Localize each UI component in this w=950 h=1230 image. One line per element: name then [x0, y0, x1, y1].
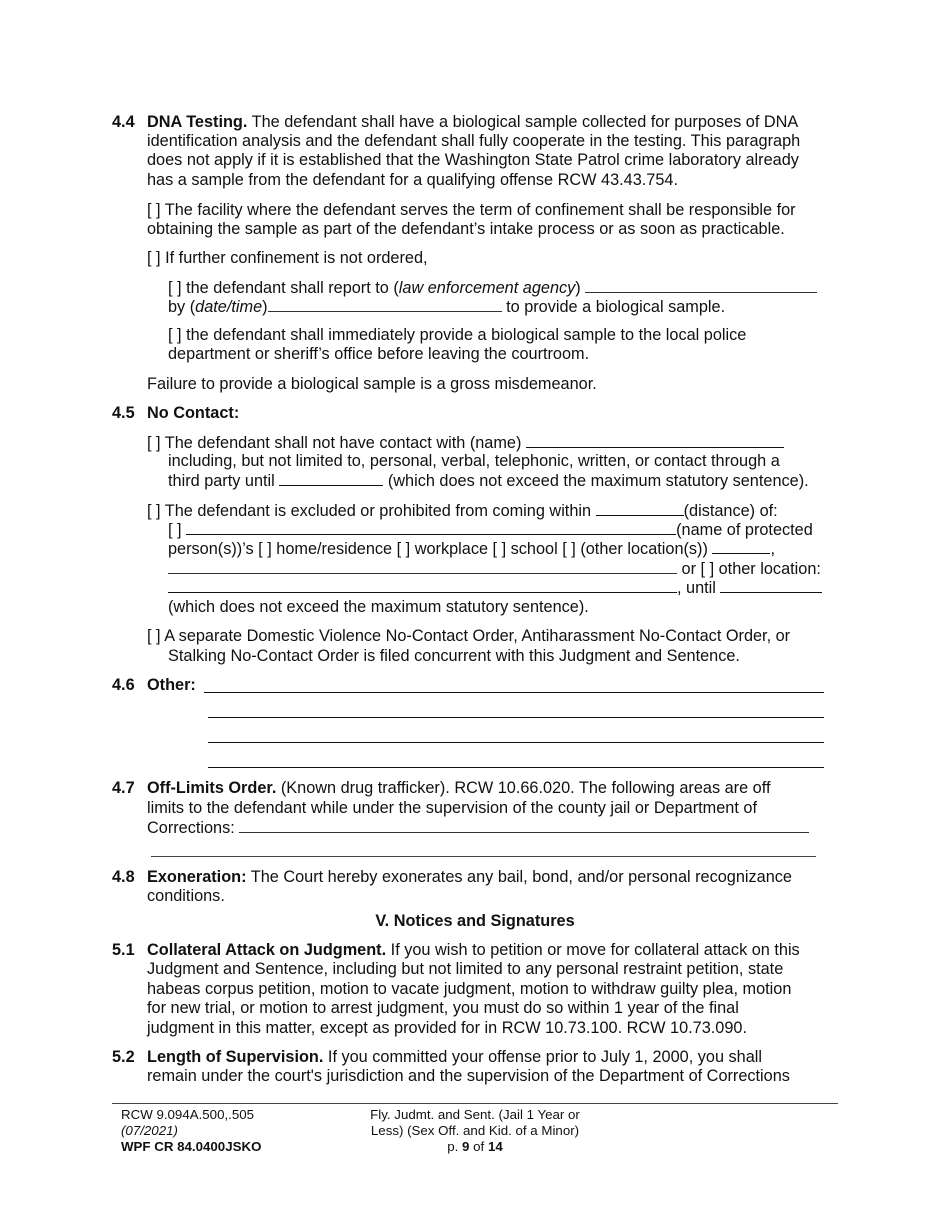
section-number: 4.8: [112, 868, 135, 886]
section-title: Exoneration:: [147, 868, 247, 886]
section-4-4-line: DNA Testing. The defendant shall have a biological sample collected for purposes of DNA: [147, 113, 799, 131]
distance-blank[interactable]: [596, 501, 684, 516]
paragraph-line: conditions.: [147, 887, 225, 905]
section-title: Other:: [147, 676, 196, 694]
protected-person-blank[interactable]: [186, 520, 676, 535]
location-detail-blank[interactable]: [168, 578, 677, 593]
date-time-blank[interactable]: [268, 297, 502, 312]
paragraph-line: Stalking No-Contact Order is filed concurrent with this Judgment and Sentence.: [168, 647, 740, 665]
other-blank-line[interactable]: [208, 717, 824, 718]
section-number: 4.7: [112, 779, 135, 797]
paragraph-line: limits to the defendant while under the supervision of the county jail or Department of: [147, 799, 757, 817]
until-date-blank[interactable]: [720, 578, 822, 593]
other-blank-line[interactable]: [204, 692, 824, 693]
paragraph-line: judgment in this matter, except as provided for in RCW 10.73.100. RCW 10.73.090.: [147, 1019, 747, 1037]
agency-blank[interactable]: [585, 278, 817, 293]
footer-divider: [112, 1103, 838, 1104]
section-title: No Contact:: [147, 404, 240, 422]
section-title: Off-Limits Order.: [147, 779, 277, 797]
checkbox-option-no-contact[interactable]: [ ] The defendant shall not have contact with (name): [147, 433, 784, 453]
checkbox-option-report[interactable]: [ ] the defendant shall report to (law enforcement agency): [168, 278, 817, 298]
section-4-7-line: Off-Limits Order. (Known drug trafficker). RCW 10.66.020. The following areas are off: [147, 779, 771, 797]
section-title: Length of Supervision.: [147, 1048, 324, 1066]
checkbox-option-facility[interactable]: [ ] The facility where the defendant serves the term of confinement shall be responsible for: [147, 201, 796, 219]
until-line: , until: [168, 578, 822, 598]
checkbox-option-further-confinement[interactable]: [ ] If further confinement is not ordered,: [147, 249, 428, 267]
paragraph-line: obtaining the sample as part of the defendant’s intake process or as soon as practicable.: [147, 220, 785, 238]
paragraph-line: Judgment and Sentence, including but not limited to any personal restraint petition, state: [147, 960, 784, 978]
report-date-line: by (date/time) to provide a biological sample.: [168, 298, 726, 316]
failure-notice: Failure to provide a biological sample is a gross misdemeanor.: [147, 375, 597, 393]
contact-name-blank[interactable]: [526, 433, 784, 448]
other-location-line: or [ ] other location:: [168, 559, 821, 579]
paragraph-line: has a sample from the defendant for a qualifying offense RCW 43.43.754.: [147, 171, 678, 189]
page-number: p. 9 of 14: [447, 1139, 503, 1154]
location-blank[interactable]: [168, 559, 677, 574]
footer-date: (07/2021): [121, 1123, 178, 1138]
footer-title: Fly. Judmt. and Sent. (Jail 1 Year or: [370, 1107, 580, 1122]
section-4-8-line: Exoneration: The Court hereby exonerates any bail, bond, and/or personal recognizance: [147, 868, 792, 886]
section-number: 5.2: [112, 1048, 135, 1066]
checkbox-option-separate-order[interactable]: [ ] A separate Domestic Violence No-Contact Order, Antiharassment No-Contact Order, or: [147, 627, 791, 645]
checkbox-option-immediate[interactable]: [ ] the defendant shall immediately provide a biological sample to the local police: [168, 326, 747, 344]
location-options-line: person(s))’s [ ] home/residence [ ] workplace [ ] school [ ] (other location(s)) ,: [168, 540, 775, 558]
paragraph-line: for new trial, or motion to arrest judgment, you must do so within 1 year of the final: [147, 999, 739, 1017]
until-date-blank[interactable]: [279, 471, 383, 486]
footer-form-number: WPF CR 84.0400JSKO: [121, 1139, 262, 1154]
paragraph-line: remain under the court's jurisdiction and the supervision of the Department of Corrections: [147, 1067, 790, 1085]
checkbox-option-excluded[interactable]: [ ] The defendant is excluded or prohibited from coming within (distance) of:: [147, 502, 778, 520]
other-blank-line[interactable]: [208, 767, 824, 768]
paragraph-line: department or sheriff’s office before leaving the courtroom.: [168, 345, 590, 363]
off-limits-blank[interactable]: [239, 818, 809, 833]
section-title: Collateral Attack on Judgment.: [147, 941, 387, 959]
corrections-line: Corrections:: [147, 818, 809, 838]
footer-title: Less) (Sex Off. and Kid. of a Minor): [370, 1123, 580, 1138]
section-number: 5.1: [112, 941, 135, 959]
section-5-1-line: Collateral Attack on Judgment. If you wish to petition or move for collateral attack on this: [147, 941, 800, 959]
protected-person-line: [ ] (name of protected: [168, 521, 813, 539]
until-line: third party until (which does not exceed the maximum statutory sentence).: [168, 472, 809, 490]
paragraph-line: (which does not exceed the maximum statutory sentence).: [168, 598, 589, 616]
other-location-blank[interactable]: [712, 539, 770, 554]
section-number: 4.4: [112, 113, 135, 131]
paragraph-line: habeas corpus petition, motion to vacate judgment, motion to withdraw guilty plea, motion: [147, 980, 792, 998]
paragraph-line: including, but not limited to, personal, verbal, telephonic, written, or contact through a: [168, 452, 780, 470]
paragraph-line: does not apply if it is established that the Washington State Patrol crime laboratory already: [147, 151, 799, 169]
section-5-2-line: Length of Supervision. If you committed your offense prior to July 1, 2000, you shall: [147, 1048, 763, 1066]
other-blank-line[interactable]: [208, 742, 824, 743]
off-limits-blank-line[interactable]: [151, 856, 816, 857]
section-number: 4.5: [112, 404, 135, 422]
section-title: DNA Testing.: [147, 113, 248, 131]
footer-rcw: RCW 9.094A.500,.505: [121, 1107, 255, 1122]
paragraph-line: identification analysis and the defendant shall fully cooperate in the testing. This paragraph: [147, 132, 801, 150]
section-heading: V. Notices and Signatures: [375, 912, 575, 930]
section-number: 4.6: [112, 676, 135, 694]
